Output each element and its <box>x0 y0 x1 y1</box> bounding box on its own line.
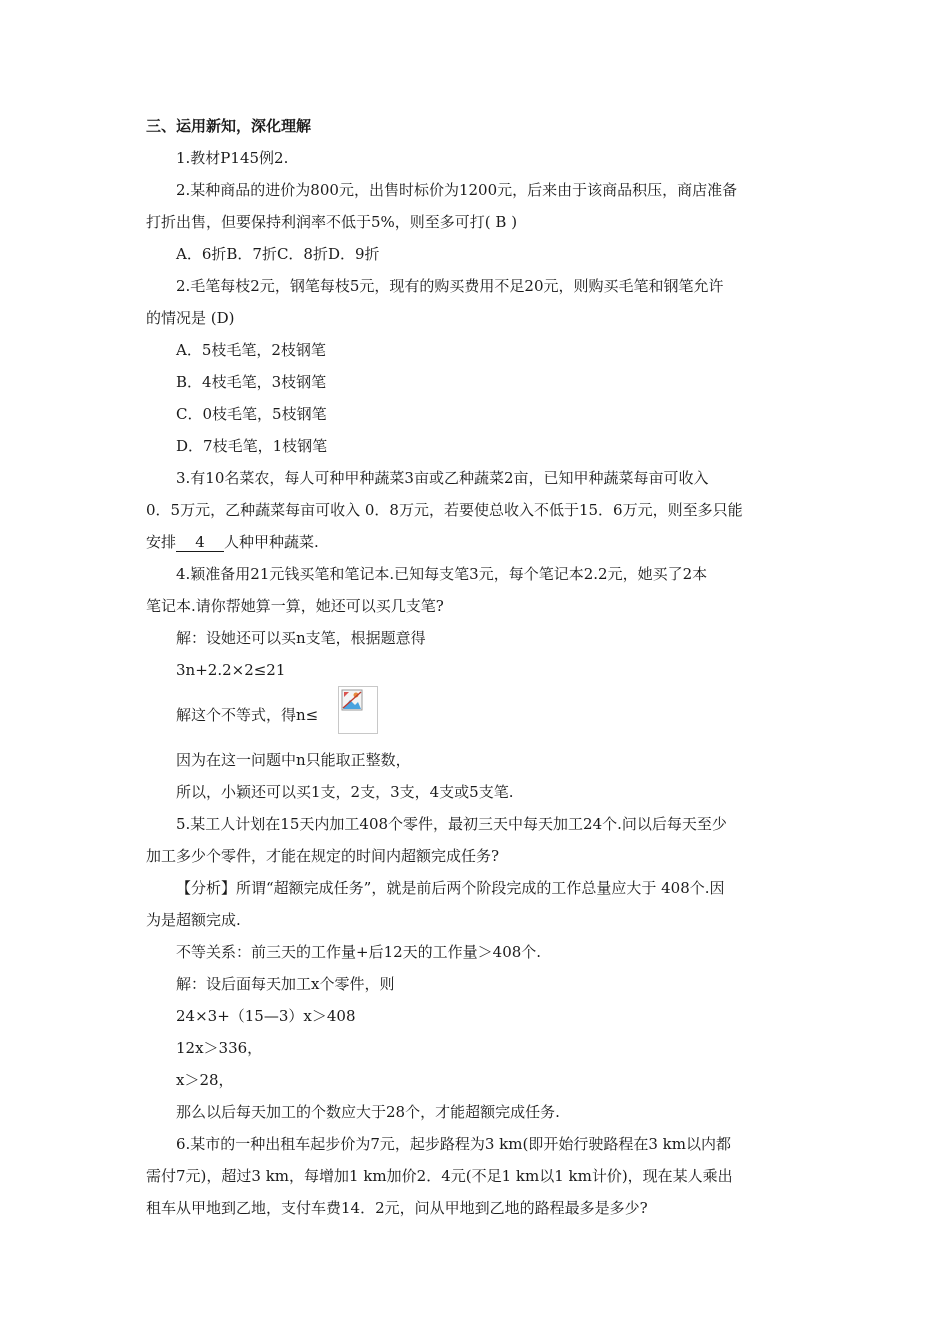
equation-2: 12x＞336， <box>176 1039 263 1057</box>
relation: 不等关系：前三天的工作量+后12天的工作量＞408个. <box>176 943 542 961</box>
conclusion-4: 所以，小颖还可以买1支，2支，3支，4支或5支笔. <box>176 783 514 801</box>
analysis-line-1: 【分析】所谓“超额完成任务”，就是前后两个阶段完成的工作总量应大于 408个.因 <box>176 879 725 897</box>
equation-1: 24×3+（15—3）x＞408 <box>176 1007 356 1025</box>
item-3-line-1: 3.有10名菜农，每人可种甲种蔬菜3亩或乙种蔬菜2亩，已知甲种蔬菜每亩可收入 <box>176 469 709 487</box>
item-5-line-2: 加工多少个零件，才能在规定的时间内超额完成任务? <box>146 847 500 865</box>
item-2b-line-1: 2.毛笔每枝2元，钢笔每枝5元，现有的购买费用不足20元，则购买毛笔和钢笔允许 <box>176 277 724 295</box>
answer-blank: 4 <box>176 533 224 552</box>
option-b: B．4枝毛笔，3枝钢笔 <box>176 373 327 391</box>
broken-image-icon <box>338 686 378 734</box>
option-c: C．0枝毛笔，5枝钢笔 <box>176 405 327 423</box>
item-6-line-2: 需付7元)，超过3 km，每增加1 km加价2．4元(不足1 km以1 km计价)，现在某人乘出 <box>146 1167 733 1185</box>
solution-5-intro: 解：设后面每天加工x个零件，则 <box>176 975 395 993</box>
item-3-pre: 安排 <box>146 533 177 551</box>
conclusion-5: 那么以后每天加工的个数应大于28个，才能超额完成任务. <box>176 1103 560 1121</box>
item-4-line-1: 4.颖准备用21元钱买笔和笔记本.已知每支笔3元，每个笔记本2.2元，她买了2本 <box>176 565 708 583</box>
item-5-line-1: 5.某工人计划在15天内加工408个零件，最初三天中每天加工24个.问以后每天至少 <box>176 815 727 833</box>
item-3-line-2: 0．5万元，乙种蔬菜每亩可收入 0．8万元，若要使总收入不低于15．6万元，则至多只能 <box>146 501 743 519</box>
integer-note: 因为在这一问题中n只能取正整数， <box>176 751 411 769</box>
solve-line: 解这个不等式，得n≤ <box>176 706 319 724</box>
item-6-line-1: 6.某市的一种出租车起步价为7元，起步路程为3 km(即开始行驶路程在3 km以内都 <box>176 1135 731 1153</box>
item-2-line-2: 打折出售，但要保持利润率不低于5%，则至多可打( B ) <box>146 213 518 231</box>
item-2-line-1: 2.某种商品的进价为800元，出售时标价为1200元，后来由于该商品积压，商店准备 <box>176 181 738 199</box>
item-4-line-2: 笔记本.请你帮她算一算，她还可以买几支笔? <box>146 597 444 615</box>
section-title: 三、运用新知，深化理解 <box>146 117 312 135</box>
option-d: D．7枝毛笔，1枝钢笔 <box>176 437 328 455</box>
option-a: A．5枝毛笔，2枝钢笔 <box>176 341 326 359</box>
item-2-options: A．6折B．7折C．8折D．9折 <box>176 245 380 263</box>
equation-3: x＞28， <box>176 1071 234 1089</box>
item-6-line-3: 租车从甲地到乙地，支付车费14．2元，问从甲地到乙地的路程最多是多少? <box>146 1199 648 1217</box>
solution-intro: 解：设她还可以买n支笔，根据题意得 <box>176 629 426 647</box>
analysis-line-2: 为是超额完成. <box>146 911 241 929</box>
inequality: 3n+2.2×2≤21 <box>176 661 286 679</box>
item-3-line-3 <box>146 532 319 552</box>
item-1: 1.教材P145例2. <box>176 149 289 167</box>
item-2b-line-2: 的情况是 (D) <box>146 309 235 327</box>
item-3-post: 人种甲种蔬菜. <box>224 533 319 551</box>
broken-image-glyph <box>341 689 363 711</box>
